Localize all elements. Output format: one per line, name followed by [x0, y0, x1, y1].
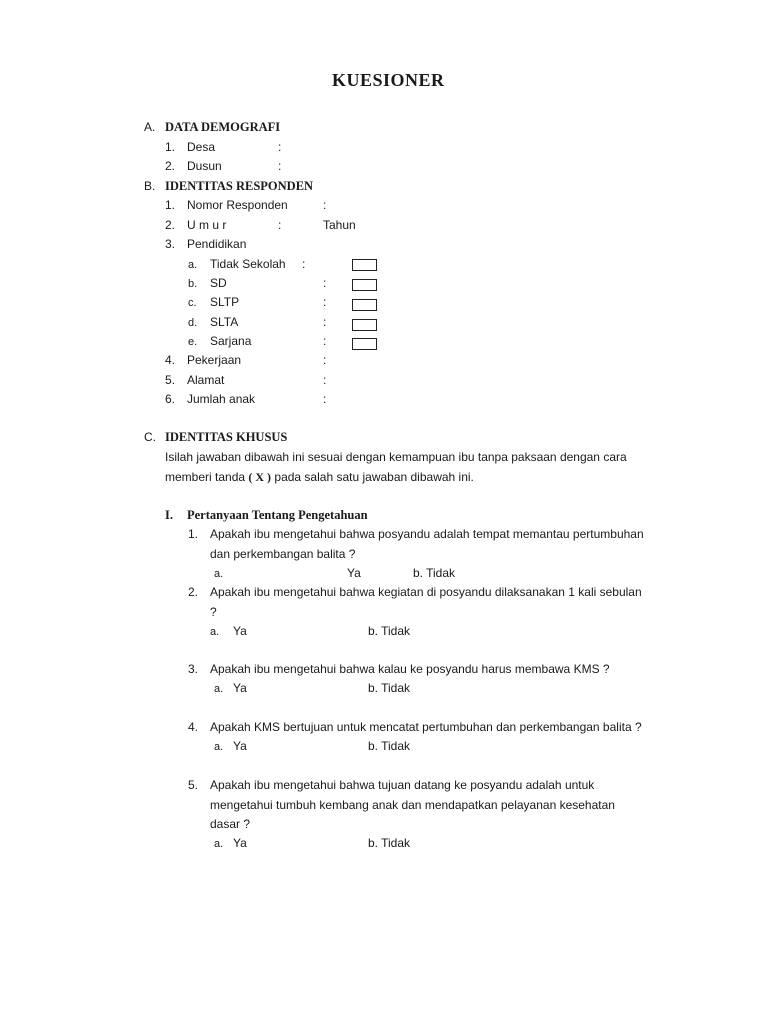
desa-num: 1. [165, 140, 176, 154]
umur-label: U m u r [187, 218, 227, 232]
desa-label: Desa [187, 140, 216, 154]
q1-opt-a[interactable]: a. [214, 568, 224, 580]
q4-line1: Apakah KMS bertujuan untuk mencatat pertumbuhan dan perkembangan balita ? [210, 720, 642, 734]
part-i-heading: Pertanyaan Tentang Pengetahuan [187, 508, 368, 522]
q5-opt-b[interactable]: b. Tidak [368, 836, 411, 850]
section-b-heading: IDENTITAS RESPONDEN [165, 179, 314, 193]
q1-opt-b[interactable]: b. Tidak [413, 566, 456, 580]
umur-num: 2. [165, 218, 176, 232]
edu-a-colon: : [302, 257, 306, 271]
dusun-colon: : [278, 159, 282, 173]
edu-d-label: SLTA [210, 315, 239, 329]
umur-colon: : [278, 218, 282, 232]
instruction-pre: memberi tanda [165, 470, 246, 484]
section-a-marker: A. [144, 120, 156, 134]
q1-line1: Apakah ibu mengetahui bahwa posyandu adalah tempat memantau pertumbuhan [210, 527, 644, 541]
edu-b-checkbox[interactable] [352, 279, 377, 291]
q1-opt-a-label: Ya [347, 566, 361, 580]
desa-colon: : [278, 140, 282, 154]
q3-line1: Apakah ibu mengetahui bahwa kalau ke posyandu harus membawa KMS ? [210, 662, 610, 676]
q5-line3: dasar ? [210, 817, 251, 831]
edu-d-checkbox[interactable] [352, 319, 377, 331]
edu-a-letter: a. [188, 259, 198, 271]
q5-opt-a-label: Ya [233, 836, 247, 850]
q3-opt-a[interactable]: a. [214, 683, 224, 695]
dusun-num: 2. [165, 159, 176, 173]
q2-opt-b[interactable]: b. Tidak [368, 624, 411, 638]
part-i-marker: I. [165, 508, 173, 522]
q4-opt-a[interactable]: a. [214, 741, 224, 753]
nomor-label: Nomor Responden [187, 198, 288, 212]
pekerjaan-num: 4. [165, 353, 176, 367]
edu-e-checkbox[interactable] [352, 338, 377, 350]
q5-line2: mengetahui tumbuh kembang anak dan mendapatkan pelayanan kesehatan [210, 798, 615, 812]
edu-b-letter: b. [188, 278, 198, 290]
alamat-colon: : [323, 373, 327, 387]
instruction-line-2 [165, 470, 474, 484]
edu-c-letter: c. [188, 297, 197, 309]
jumlah-anak-num: 6. [165, 392, 176, 406]
edu-d-letter: d. [188, 317, 198, 329]
alamat-num: 5. [165, 373, 176, 387]
section-c-marker: C. [144, 430, 156, 444]
q4-opt-a-label: Ya [233, 739, 247, 753]
nomor-colon: : [323, 198, 327, 212]
section-a-heading: DATA DEMOGRAFI [165, 120, 281, 134]
q5-opt-a[interactable]: a. [214, 838, 224, 850]
q3-opt-b[interactable]: b. Tidak [368, 681, 411, 695]
q2-opt-a[interactable]: a. [210, 626, 220, 638]
section-b-marker: B. [144, 179, 156, 193]
edu-c-colon: : [323, 295, 327, 309]
edu-c-label: SLTP [210, 295, 240, 309]
edu-d-colon: : [323, 315, 327, 329]
page-title: KUESIONER [332, 70, 445, 90]
edu-e-letter: e. [188, 336, 198, 348]
edu-e-label: Sarjana [210, 334, 252, 348]
section-c-heading: IDENTITAS KHUSUS [165, 430, 288, 444]
instruction-post: pada salah satu jawaban dibawah ini. [274, 470, 474, 484]
edu-a-label: Tidak Sekolah [210, 257, 286, 271]
q5-line1: Apakah ibu mengetahui bahwa tujuan datang ke posyandu adalah untuk [210, 778, 595, 792]
q4-opt-b[interactable]: b. Tidak [368, 739, 411, 753]
edu-e-colon: : [323, 334, 327, 348]
q1-line2: dan perkembangan balita ? [210, 547, 356, 561]
dusun-label: Dusun [187, 159, 222, 173]
alamat-label: Alamat [187, 373, 225, 387]
edu-b-label: SD [210, 276, 227, 290]
q5-num: 5. [188, 778, 199, 792]
q3-opt-a-label: Ya [233, 681, 247, 695]
pekerjaan-colon: : [323, 353, 327, 367]
q4-num: 4. [188, 720, 199, 734]
q2-line1: Apakah ibu mengetahui bahwa kegiatan di posyandu dilaksanakan 1 kali sebulan [210, 585, 642, 599]
umur-suffix: Tahun [323, 218, 356, 232]
jumlah-anak-label: Jumlah anak [187, 392, 256, 406]
instruction-line-1: Isilah jawaban dibawah ini sesuai dengan kemampuan ibu tanpa paksaan dengan cara [165, 450, 627, 464]
pendidikan-label: Pendidikan [187, 237, 247, 251]
q2-line2: ? [210, 605, 217, 619]
edu-a-checkbox[interactable] [352, 259, 377, 271]
q3-num: 3. [188, 662, 199, 676]
edu-b-colon: : [323, 276, 327, 290]
pekerjaan-label: Pekerjaan [187, 353, 242, 367]
instruction-mark: ( X ) [248, 470, 272, 484]
pendidikan-num: 3. [165, 237, 176, 251]
q1-num: 1. [188, 527, 199, 541]
q2-opt-a-label: Ya [233, 624, 247, 638]
jumlah-anak-colon: : [323, 392, 327, 406]
q2-num: 2. [188, 585, 199, 599]
nomor-num: 1. [165, 198, 176, 212]
edu-c-checkbox[interactable] [352, 299, 377, 311]
